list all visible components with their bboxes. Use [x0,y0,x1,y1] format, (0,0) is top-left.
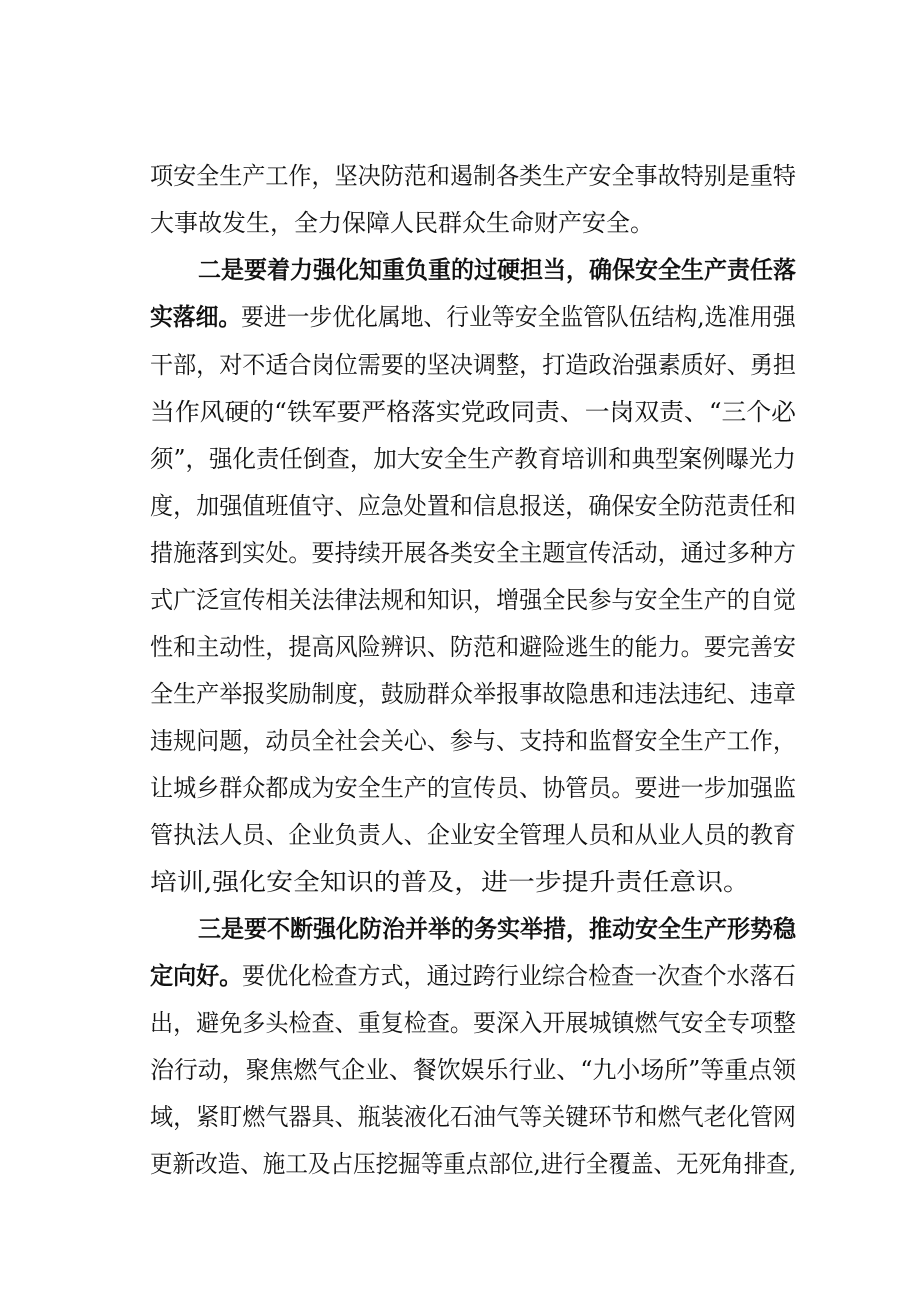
text-line [0,487,920,525]
text-line [0,675,920,713]
text-line [0,769,920,807]
text-line [0,534,920,572]
text-line [0,157,920,195]
paragraph-heading-line [0,910,920,948]
text-line [0,393,920,431]
line-text: 培训,强化安全知识的普及，进一步提升责任意识。 [150,868,750,896]
text-line [0,298,920,336]
text-line [0,863,920,901]
line-bold-text: 二是要着力强化知重负重的过硬担当，确保安全生产责任落 [198,255,796,284]
text-line [0,1051,920,1089]
text-line [0,440,920,478]
line-text: 要进一步优化属地、行业等安全监管队伍结构,选准用强 [241,303,796,331]
line-text: 违规问题，动员全社会关心、参与、支持和监督安全生产工作， [150,727,796,755]
line-bold-text: 实落细。 [150,302,242,331]
line-text: 要优化检查方式，通过跨行业综合检查一次查个水落石 [242,962,796,990]
line-text: 当作风硬的“铁军要严格落实党政同责、一岗双责、“三个必 [150,398,796,426]
line-text: 干部，对不适合岗位需要的坚决调整，打造政治强素质好、勇担 [150,351,796,379]
line-bold-text: 三是要不断强化防治并举的务实举措，推动安全生产形势稳 [198,914,796,943]
line-text: 项安全生产工作，坚决防范和遏制各类生产安全事故特别是重特 [150,162,796,190]
line-text: 性和主动性，提高风险辨识、防范和避险逃生的能力。要完善安 [150,633,796,661]
text-line [0,722,920,760]
line-text: 式广泛宣传相关法律法规和知识，增强全民参与安全生产的自觉 [150,586,796,614]
text-line [0,1004,920,1042]
line-text: 措施落到实处。要持续开展各类安全主题宣传活动，通过多种方 [150,539,796,567]
text-line [0,204,920,242]
text-line [0,957,920,995]
line-text: 出，避免多头检查、重复检查。要深入开展城镇燃气安全专项整 [150,1009,796,1037]
line-text: 管执法人员、企业负责人、企业安全管理人员和从业人员的教育 [150,821,796,849]
text-line [0,1098,920,1136]
line-text: 度，加强值班值守、应急处置和信息报送，确保安全防范责任和 [150,492,796,520]
line-text: 更新改造、施工及占压挖掘等重点部位,进行全覆盖、无死角排查, [150,1150,796,1178]
text-line [0,1145,920,1183]
line-text: 大事故发生，全力保障人民群众生命财产安全。 [150,209,654,237]
text-line [0,346,920,384]
line-text: 治行动，聚焦燃气企业、餐饮娱乐行业、“九小场所”等重点领 [150,1056,796,1084]
text-line [0,816,920,854]
text-line [0,628,920,666]
line-text: 域，紧盯燃气器具、瓶装液化石油气等关键环节和燃气老化管网 [150,1103,796,1131]
line-bold-text: 定向好。 [150,961,243,990]
line-text: 让城乡群众都成为安全生产的宣传员、协管员。要进一步加强监 [150,774,796,802]
line-text: 须”，强化责任倒查，加大安全生产教育培训和典型案例曝光力 [150,445,796,473]
text-line [0,581,920,619]
paragraph-heading-line [0,251,920,289]
line-text: 全生产举报奖励制度，鼓励群众举报事故隐患和违法违纪、违章 [150,680,796,708]
